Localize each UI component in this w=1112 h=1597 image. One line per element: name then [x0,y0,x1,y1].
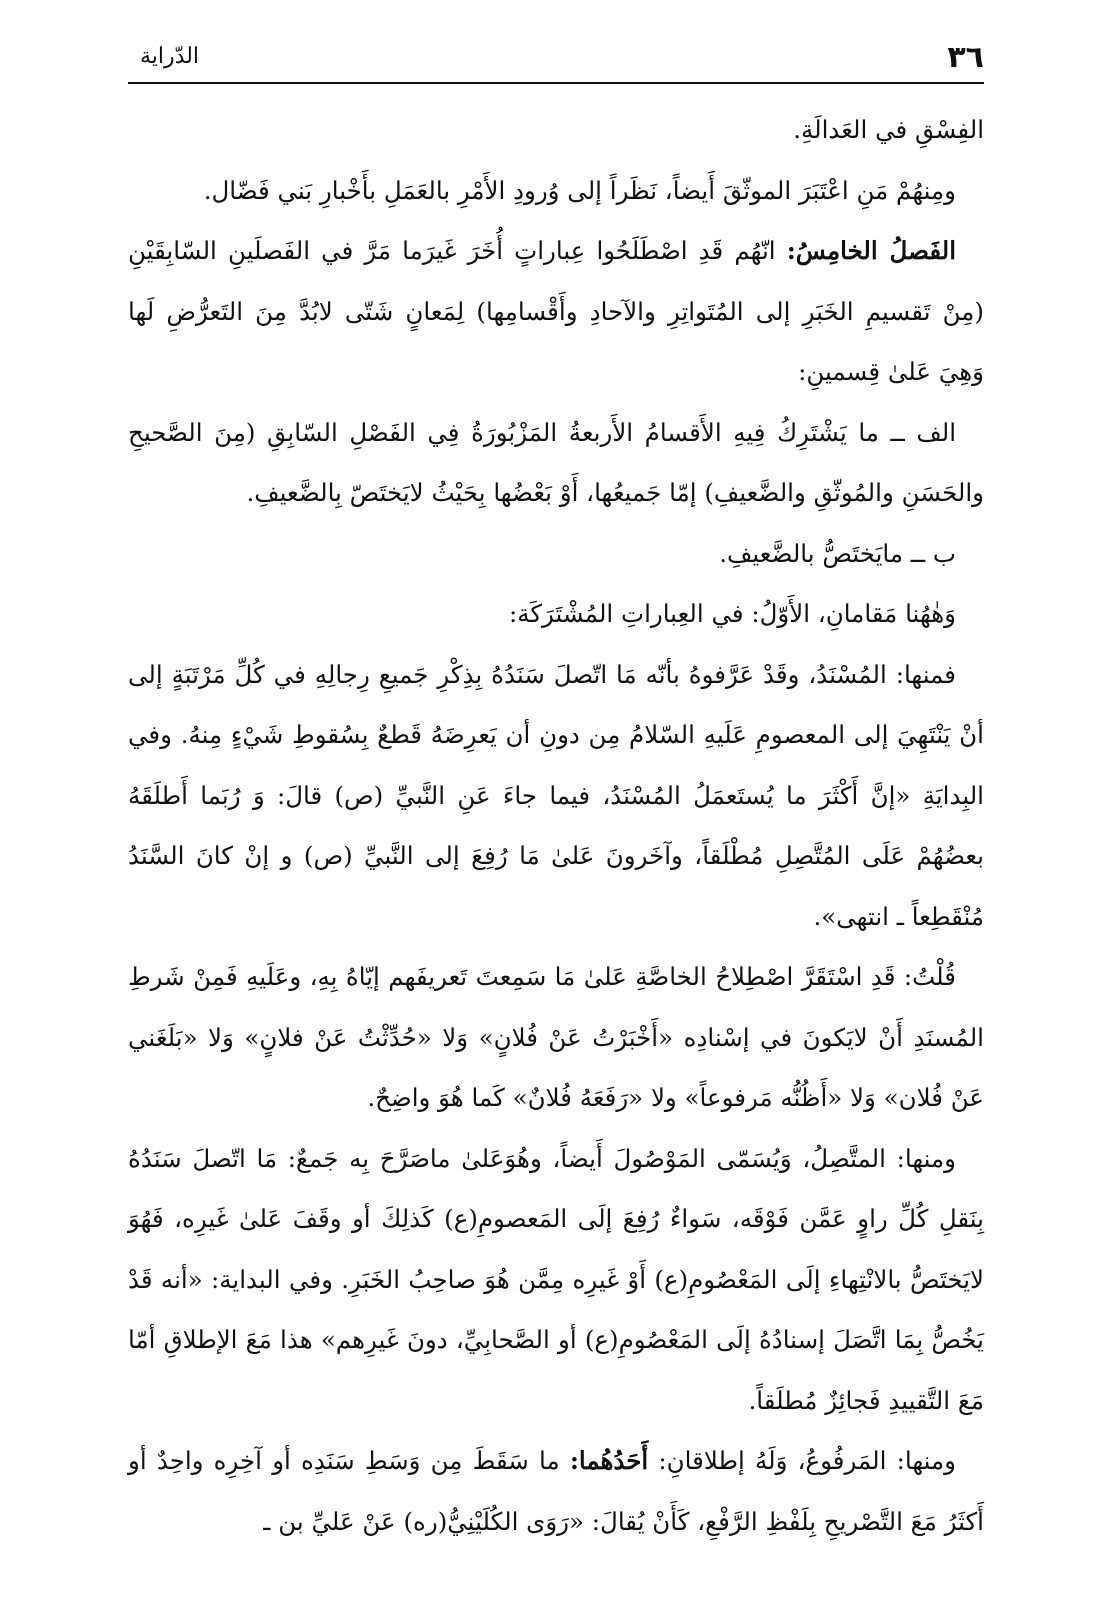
paragraph-text: الف ــ ما يَشْتَرِكُ فِيهِ الأَقسامُ الأَربعةُ المَزْبُورَةُ فِي الفَصْلِ السّابِقِ (مِنَ الصَّحيحِ والحَسَنِ والمُوثّقِ والضَّعيفِ) إمّا جَميعُها، أَوْ بَعْضُها بِحَيْثُ لايَختَصّ بِالضَّعيفِ. [128,417,984,507]
paragraph-8 [128,947,984,1129]
paragraph-7 [128,645,984,948]
paragraph-text: ومِنهُمْ مَنِ اعْتَبَرَ الموثّقَ أَيضاً، نَظَراً إلى وُرودِ الأَمْرِ بالعَمَلِ بأَخْبارِ بَني فَضّال. [203,175,956,205]
paragraph-text: الفِسْقِ في العَدالَةِ. [793,115,984,144]
paragraph-text: ما سَقَطَ مِن وَسَطِ سَنَدِه أو آخِرِه واحِدٌ أو أَكثَرُ مَعَ التَّصْريحِ بِلَفْظِ الرَّفْعِ، كَأَنْ يُقالَ: «رَوَى الكُلَيْنِيُّ(ره) عَنْ عَليِّ بن ـ [128,1446,984,1536]
paragraph-3 [128,221,984,403]
page-body [128,100,984,1552]
paragraph-1 [128,100,984,161]
paragraph-text: قُلْتُ: قَدِ اسْتَقَرَّ اصْطِلاحُ الخاصَّةِ عَلىٰ مَا سَمِعتَ تَعريفَهم إيّاهُ بِهِ، وعَلَيهِ فَمِنْ شَرطِ المُسنَدِ أَنْ لايَكونَ في إسْنادِه «أَخْبَرْتُ عَنْ فُلانٍ» وَلا «حُدِّثْتُ عَنْ فلانٍ» وَلا «بَلَغَني عَنْ فُلان» وَلا «أَظُنُّه مَرفوعاً» ولا «رَفَعَهُ فُلانٌ» كَما هُوَ واضِحٌ. [128,962,984,1112]
paragraph-6 [128,584,984,645]
emphasis-term: أَحَدُهُما: [569,1446,649,1475]
paragraph-9 [128,1129,984,1432]
page-number: ٣٦ [947,40,984,75]
paragraph-text: ومنها: المَرفُوعُ، وَلَهُ إطلاقانِ: [648,1446,957,1475]
page-header [128,38,984,84]
paragraph-text: ب ــ مايَختَصُّ بالضَّعيفِ. [719,538,956,568]
paragraph-text: انّهُم قَدِ اصْطَلَحُوا عِباراتٍ أُخَرَ غَيرَما مَرَّ في الفَصلَينِ السّابِقَيْنِ (مِنْ تَقسيمِ الخَبَرِ إلى المُتَواتِرِ والآحادِ وأَقْسامِها) لِمَعانٍ شَتّى لابُدَّ مِنَ التَعرُّضِ لَها وَهِيَ عَلىٰ قِسمينِ: [128,236,984,386]
section-heading: الفَصلُ الخامِسُ: [786,236,956,265]
paragraph-4 [128,403,984,524]
paragraph-10 [128,1431,984,1552]
paragraph-text: ومنها: المتَّصِلُ، وَيُسَمّى المَوْصُولَ أَيضاً، وهُوَعَلىٰ ماصَرَّحَ بِه جَمعٌ: مَا اتّصلَ سَنَدُهُ بِنَقلِ كُلِّ راوٍ عَمَّن فَوْقَه، سَواءٌ رُفِعَ إلَى المَعصومِ(ع) كَذلِكَ أو وقَفَ عَلىٰ غَيرِه، فَهُوَ لايَختَصُّ بالانْتِهاءِ إلَى المَعْصُومِ(ع) أَوْ غَيرِه مِمَّن هُوَ صاحِبُ الخَبَرِ. وفي البداية: «أنه قَدْ يَخُصُّ بِمَا اتَّصَلَ إسنادُهُ إلَى المَعْصُومِ(ع) أو الصَّحابِيِّ، دونَ غَيرِهم» هذا مَعَ الإطلاقِ أمّا مَعَ التَّقييدِ فَجائِزٌ مُطلَقاً. [128,1143,984,1415]
paragraph-5 [128,524,984,585]
paragraph-text: فمنها: المُسْنَدُ، وقَدْ عَرَّفوهُ بأنّه مَا اتّصلَ سَنَدُهُ بِذِكْرِ جَميعِ رِجالِهِ في كُلِّ مَرْتَبَةٍ إلى أنْ يَنْتَهِيَ إلى المعصومِ عَلَيهِ السّلامُ مِن دونِ أن يَعرِضَهُ قَطعٌ بِسُقوطِ شَيْءٍ مِنهُ. وفي البِدايَةِ «إنَّ أَكْثَرَ ما يُستَعمَلُ المُسْنَدُ، فيما جاءَ عَنِ النَّبيِّ (ص) قالَ: وَ رُبَما أَطلَقَهُ بعضُهُمْ عَلَى المُتَّصِلِ مُطْلَقاً، وآخَرونَ عَلىٰ مَا رُفِعَ إلى النَّبيِّ (ص) و إنْ كانَ السَّنَدُ مُنْقَطِعاً ـ انتهى». [128,659,984,931]
paragraph-2 [128,161,984,222]
running-title: الدّراية [140,44,200,69]
paragraph-text: وَهٰهُنا مَقامانِ، الأَوّلُ: في العِباراتِ المُشْتَرَكَة: [508,599,956,628]
